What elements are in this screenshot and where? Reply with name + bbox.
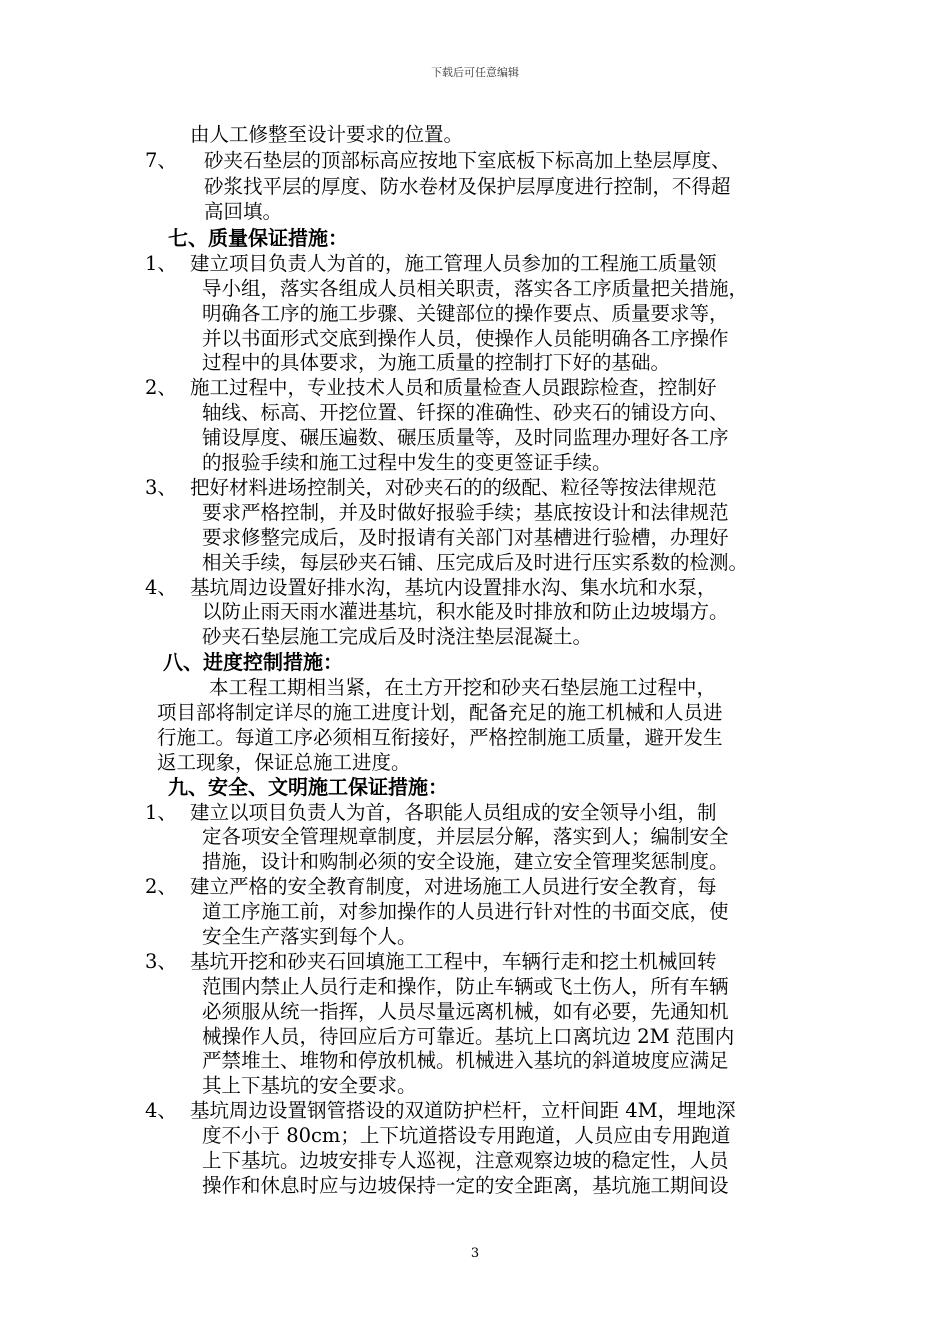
item-text: 过程中的具体要求，为施工质量的控制打下好的基础。 [202,351,671,374]
item-text: 明确各工序的施工步骤、关键部位的操作要点、质量要求等， [202,302,729,325]
page-header: 下载后可任意编辑 [431,66,519,79]
item-number: 3、 [145,950,177,973]
item-text: 要求修整完成后，及时报请有关部门对基槽进行验槽，办理好 [202,526,729,549]
item-text: 导小组，落实各组成人员相关职责，落实各工序质量把关措施， [202,277,749,300]
item-number: 4、 [145,1099,177,1122]
item-text: 施工过程中，专业技术人员和质量检查人员跟踪检查，控制好 [190,376,717,399]
item-text: 建立项目负责人为首的，施工管理人员参加的工程施工质量领 [190,252,717,275]
item-text: 并以书面形式交底到操作人员，使操作人员能明确各工序操作 [202,327,729,350]
item-text: 道工序施工前，对参加操作的人员进行针对性的书面交底，使 [202,900,729,923]
item-text: 安全生产落实到每个人。 [202,925,417,948]
item-text: 必须服从统一指挥，人员尽量远离机械，如有必要，先通知机 [202,1000,729,1023]
item-number: 2、 [145,875,177,898]
paragraph-line: 行施工。每道工序必须相互衔接好，严格控制施工质量，避开发生 [157,726,723,749]
item-text: 械操作人员，待回应后方可靠近。基坑上口离坑边 2M 范围内 [202,1025,735,1048]
section-heading: 八、进度控制措施： [163,650,343,674]
item-text: 操作和休息时应与边坡保持一定的安全距离，基坑施工期间设 [202,1174,729,1197]
item-text: 把好材料进场控制关，对砂夹石的的级配、粒径等按法律规范 [190,476,717,499]
item-text: 定各项安全管理规章制度，并层层分解，落实到人；编制安全 [202,825,729,848]
item-number: 4、 [145,576,177,599]
item-text: 砂夹石垫层施工完成后及时浇注垫层混凝土。 [202,625,593,648]
item-text: 范围内禁止人员行走和操作，防止车辆或飞土伤人，所有车辆 [202,975,729,998]
item-text: 措施，设计和购制必须的安全设施，建立安全管理奖惩制度。 [202,850,729,873]
page-number: 3 [470,1246,480,1261]
paragraph-line: 项目部将制定详尽的施工进度计划，配备充足的施工机械和人员进 [157,701,723,724]
item-text: 建立以项目负责人为首，各职能人员组成的安全领导小组，制 [190,801,717,824]
item-text: 要求严格控制，并及时做好报验手续；基底按设计和法律规范 [202,501,729,524]
item-text: 以防止雨天雨水灌进基坑，积水能及时排放和防止边坡塌方。 [202,600,729,623]
item-text: 相关手续，每层砂夹石铺、压完成后及时进行压实系数的检测。 [202,551,749,574]
item-text: 基坑周边设置钢管搭设的双道防护栏杆，立杆间距 4M，埋地深 [190,1099,736,1122]
continuation-text: 由人工修整至设计要求的位置。 [190,123,464,146]
paragraph-line: 返工现象，保证总施工进度。 [157,751,411,774]
section-heading: 七、质量保证措施： [168,226,348,250]
item-text: 度不小于 80cm；上下坑道搭设专用跑道，人员应由专用跑道 [202,1124,731,1147]
item-text: 砂夹石垫层的顶部标高应按地下室底板下标高加上垫层厚度、 [204,149,731,172]
item-number: 1、 [145,801,177,824]
item-text: 严禁堆土、堆物和停放机械。机械进入基坑的斜道坡度应满足 [202,1049,729,1072]
item-text: 的报验手续和施工过程中发生的变更签证手续。 [202,451,612,474]
paragraph-line: 本工程工期相当紧，在土方开挖和砂夹石垫层施工过程中， [209,676,717,699]
item-text: 基坑周边设置好排水沟，基坑内设置排水沟、集水坑和水泵， [190,576,717,599]
item-number: 2、 [145,376,177,399]
item-number: 3、 [145,476,177,499]
item-number: 1、 [145,252,177,275]
item-text: 基坑开挖和砂夹石回填施工工程中，车辆行走和挖土机械回转 [190,950,717,973]
item-text: 高回填。 [204,200,283,223]
item-text: 其上下基坑的安全要求。 [202,1074,417,1097]
item-number: 7、 [145,149,177,172]
section-heading: 九、安全、文明施工保证措施： [168,775,448,799]
item-text: 上下基坑。边坡安排专人巡视，注意观察边坡的稳定性，人员 [202,1149,729,1172]
item-text: 砂浆找平层的厚度、防水卷材及保护层厚度进行控制，不得超 [204,175,731,198]
item-text: 铺设厚度、碾压遍数、碾压质量等，及时同监理办理好各工序 [202,426,729,449]
item-text: 建立严格的安全教育制度，对进场施工人员进行安全教育，每 [190,875,717,898]
item-text: 轴线、标高、开挖位置、钎探的准确性、砂夹石的铺设方向、 [202,401,729,424]
